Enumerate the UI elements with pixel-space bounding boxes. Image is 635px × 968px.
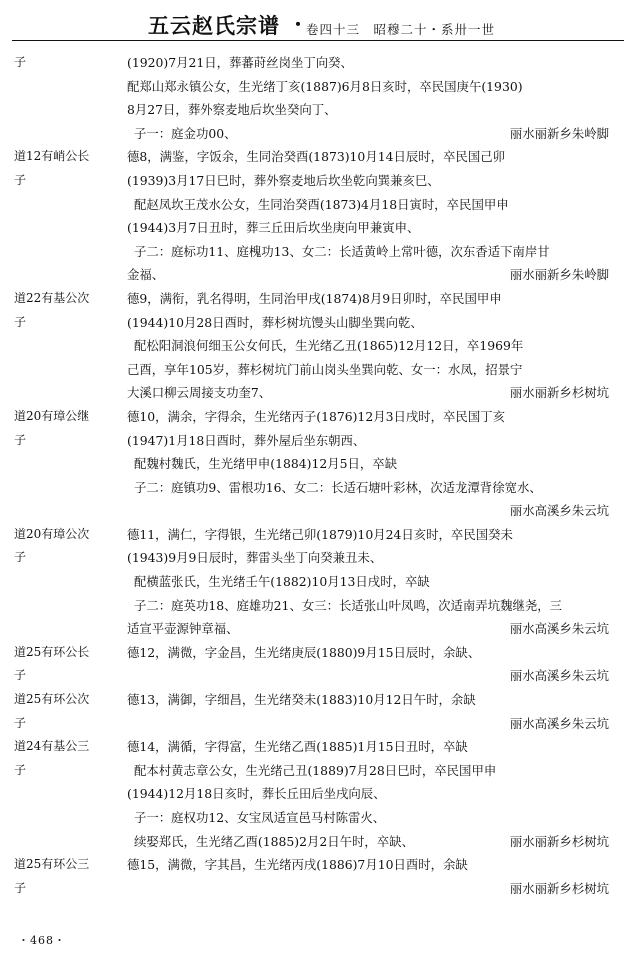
entry-text-line — [127, 523, 623, 547]
entry-text-line — [127, 287, 623, 311]
entry-text-line — [127, 664, 623, 688]
entry-text: 8月27日，葬外察麦地后坎坐癸向丁、 — [127, 102, 337, 118]
entry-text: 德10，满余，字得余，生光绪丙子(1876)12月3日戌时，卒民国丁亥 — [127, 408, 505, 424]
entry-label-line: 子 — [14, 314, 27, 329]
entry-row — [0, 641, 635, 688]
entry-text-line — [127, 546, 623, 570]
residence-location: 丽水丽新乡朱岭脚 — [509, 267, 609, 283]
entry-row — [0, 145, 635, 287]
entry-text: 配赵凤坎王茂水公女，生同治癸酉(1873)4月18日寅时，卒民国甲申 — [134, 196, 509, 212]
entry-label-line: 道24有基公三 — [14, 739, 90, 754]
entry-label-line: 子 — [14, 715, 27, 730]
entry-text: 配本村黄志章公女，生光绪己丑(1889)7月28日巳时，卒民国甲申 — [134, 762, 497, 778]
entry-text: 配郑山郑永镇公女，生光绪丁亥(1887)6月8日亥时，卒民国庚午(1930) — [127, 78, 523, 94]
entry-text-line — [127, 641, 623, 665]
entry-text-line — [127, 169, 623, 193]
entry-text: (1943)9月9日辰时，葬雷头坐丁向癸兼丑未、 — [127, 550, 383, 566]
entry-text: (1939)3月17日巳时，葬外察麦地后坎坐乾向巽兼亥巳、 — [127, 172, 440, 188]
entry-text-line — [127, 712, 623, 736]
residence-location: 丽水高溪乡朱云坑 — [509, 668, 609, 684]
entry-body — [127, 735, 623, 853]
entry-text-line — [127, 216, 623, 240]
entry-text: (1947)1月18日酉时，葬外屋后坐东朝西、 — [127, 432, 366, 448]
entry-body — [127, 287, 623, 405]
entry-text-line — [127, 51, 623, 75]
entry-label-line: 道20有璋公继 — [14, 408, 90, 423]
entry-text-line — [127, 193, 623, 217]
entry-row — [0, 51, 635, 145]
residence-location: 丽水丽新乡杉树坑 — [509, 833, 609, 849]
entry-text: 适宣平壶源钟章福、 — [127, 621, 239, 637]
entry-text: 子二：庭镇功9、雷根功16、女二：长适石塘叶彩林，次适龙潭背徐宽水、 — [134, 479, 542, 495]
entry-text: 德8，满鉴，字饭余，生同治癸酉(1873)10月14日辰时，卒民国己卯 — [127, 149, 505, 165]
entry-text: 配松阳洞浪何细玉公女何氏，生光绪乙丑(1865)12月12日，卒1969年 — [134, 338, 524, 354]
page-header — [0, 0, 635, 46]
entry-label — [0, 735, 127, 853]
entry-text-line — [127, 735, 623, 759]
entry-text-line — [127, 570, 623, 594]
entry-label — [0, 688, 127, 735]
entry-label — [0, 641, 127, 688]
entry-row — [0, 735, 635, 853]
entry-body — [127, 688, 623, 735]
entry-text-line — [127, 617, 623, 641]
entry-label-line: 道20有璋公次 — [14, 526, 90, 541]
entry-text-line — [127, 334, 623, 358]
entry-body — [127, 523, 623, 641]
page-number: ・468・ — [18, 934, 66, 947]
entry-label-line: 子 — [14, 880, 27, 895]
volume-subtitle: 卷四十三 昭穆二十・系卅一世 — [306, 22, 496, 37]
entry-label-line: 道25有环公次 — [14, 692, 90, 707]
entry-row — [0, 688, 635, 735]
entry-label-line: 子 — [14, 172, 27, 187]
entry-text: (1944)10月28日酉时，葬杉树坑馒头山脚坐巽向乾、 — [127, 314, 423, 330]
entry-text: 金福、 — [127, 267, 165, 283]
title-separator: ・ — [289, 15, 307, 36]
entry-text: 子二：庭英功18、庭雄功21、女三：长适张山叶凤鸣，次适南弄坑魏继尧，三 — [134, 597, 563, 613]
entry-text: 德12，满微，字金昌，生光绪庚辰(1880)9月15日辰时，余缺、 — [127, 644, 481, 660]
residence-location: 丽水丽新乡杉树坑 — [509, 385, 609, 401]
entry-text: (1944)3月7日丑时，葬三丘田后坎坐庚向甲兼寅申、 — [127, 220, 420, 236]
header-rule — [12, 40, 624, 41]
residence-location: 丽水丽新乡杉树坑 — [509, 880, 609, 896]
entry-text: (1920)7月21日，葬蕃莳丝岗坐丁向癸、 — [127, 55, 353, 70]
entry-text-line — [127, 830, 623, 854]
entry-text-line — [127, 476, 623, 500]
entry-text-line — [127, 381, 623, 405]
residence-location: 丽水高溪乡朱云坑 — [509, 715, 609, 731]
entry-label — [0, 405, 127, 523]
entry-label-line: 子 — [14, 550, 27, 565]
entry-text-line — [127, 75, 623, 99]
entry-text: 己酉，享年105岁，葬杉树坑门前山岗头坐巽向乾、女一：水凤，招景宁 — [127, 361, 523, 377]
entry-label — [0, 523, 127, 641]
entry-text-line — [127, 806, 623, 830]
residence-location: 丽水丽新乡朱岭脚 — [509, 125, 609, 141]
entry-body — [127, 853, 623, 900]
entry-label-line: 道25有环公长 — [14, 644, 90, 659]
entry-text-line — [127, 499, 623, 523]
entry-row — [0, 405, 635, 523]
entry-label — [0, 853, 127, 900]
entry-text-line — [127, 311, 623, 335]
entry-text-line — [127, 782, 623, 806]
entry-text-line — [127, 405, 623, 429]
residence-location: 丽水高溪乡朱云坑 — [509, 503, 609, 519]
entry-text: 配横蓝张氏，生光绪壬午(1882)10月13日戌时，卒缺 — [134, 574, 430, 590]
entry-text-line — [127, 98, 623, 122]
entry-text-line — [127, 358, 623, 382]
entry-text-line — [127, 122, 623, 146]
entry-text-line — [127, 145, 623, 169]
entry-text: 德14，满循，字得富，生光绪乙酉(1885)1月15日丑时，卒缺 — [127, 739, 468, 755]
entry-label — [0, 145, 127, 287]
entry-text-line — [127, 429, 623, 453]
entry-label-line: 子 — [14, 55, 27, 69]
entry-text: 德9，满衔，乳名得明，生同治甲戌(1874)8月9日卯时，卒民国甲申 — [127, 290, 502, 306]
entry-text: 配魏村魏氏，生光绪甲申(1884)12月5日，卒缺 — [134, 456, 398, 472]
entry-body — [127, 145, 623, 287]
entry-label-line: 子 — [14, 762, 27, 777]
entry-text: 子二：庭标功11、庭槐功13、女二：长适黄岭上常叶德，次东香适下南岸甘 — [134, 243, 550, 259]
genealogy-title: 五云赵氏宗谱 — [148, 13, 280, 38]
entry-text: 子一：庭权功12、女宝凤适宣邑马村陈雷火、 — [134, 810, 386, 825]
entry-body — [127, 51, 623, 145]
entry-label-line: 子 — [14, 432, 27, 447]
entry-text: 子一：庭金功00、 — [134, 125, 237, 141]
entry-text-line — [127, 594, 623, 618]
entry-row — [0, 287, 635, 405]
entry-text: 续娶郑氏，生光绪乙酉(1885)2月2日午时，卒缺、 — [134, 833, 414, 849]
entry-body — [127, 641, 623, 688]
residence-location: 丽水高溪乡朱云坑 — [509, 621, 609, 637]
entry-text-line — [127, 688, 623, 712]
entry-label — [0, 51, 127, 145]
entry-body — [127, 405, 623, 523]
entry-text-line — [127, 759, 623, 783]
entry-row — [0, 853, 635, 900]
entry-label-line: 道12有峭公长 — [14, 149, 90, 164]
entry-text-line — [127, 240, 623, 264]
entry-text: 大溪口柳云周接支功奎7、 — [127, 385, 272, 401]
entry-text-line — [127, 853, 623, 877]
entry-text-line — [127, 452, 623, 476]
entry-label-line: 道25有环公三 — [14, 857, 90, 872]
entry-text: 德15，满微，字其昌，生光绪丙戌(1886)7月10日酉时，余缺 — [127, 857, 468, 873]
entry-label — [0, 287, 127, 405]
entry-label-line: 道22有基公次 — [14, 290, 90, 305]
entry-text: (1944)12月18日亥时，葬长丘田后坐戌向辰、 — [127, 786, 386, 802]
genealogy-entries — [0, 51, 635, 900]
entry-text-line — [127, 263, 623, 287]
entry-label-line: 子 — [14, 668, 27, 683]
entry-row — [0, 523, 635, 641]
entry-text: 德11，满仁，字得银，生光绪己卯(1879)10月24日亥时，卒民国癸未 — [127, 526, 513, 542]
entry-text: 德13，满御，字细昌，生光绪癸未(1883)10月12日午时，余缺 — [127, 692, 476, 708]
entry-text-line — [127, 877, 623, 901]
